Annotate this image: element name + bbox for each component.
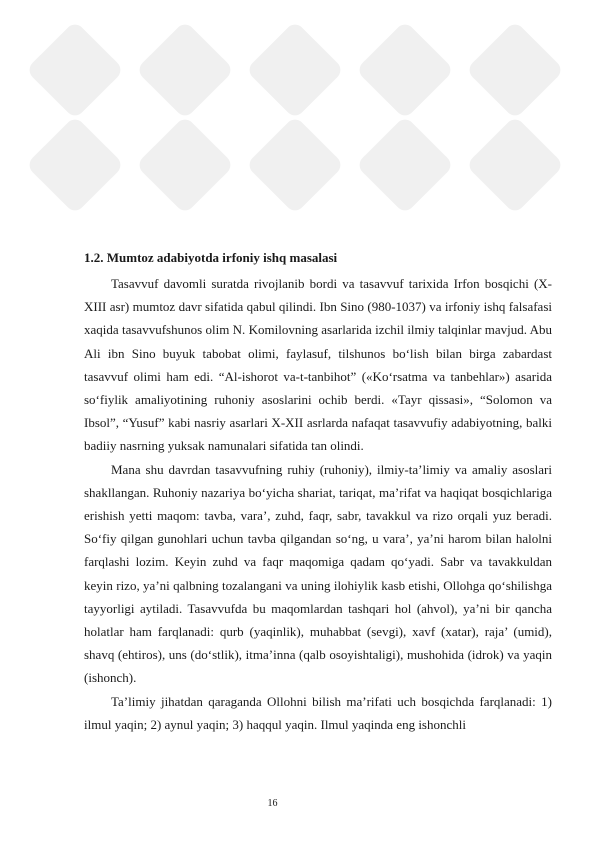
paragraph-2: Mana shu davrdan tasavvufning ruhiy (ruhoniy), ilmiy-ta’limiy va amaliy asoslari shakllangan. Ruhoniy nazariya bo‘yicha shariat, tariqat, ma’rifat va haqiqat bosqichlariga erishish yetti maqom: tavba, vara’, zuhd, faqr, sabr, tavakkul va rizo orqali yuz beradi. So‘fiy qilgan gunohlari uchun tavba qilgandan so‘ng, u vara’, ya’ni harom bilan halolni farqlashi lozim. Keyin zuhd va faqr maqomiga qadam qo‘yadi. Sabr va tavakkuldan keyin rizo, ya’ni qalbning tozalangani va uning ilohiylik kasb etishi, Ollohga qo‘shilishga tayyorligi aytiladi. Tasavvufda bu maqomlardan tashqari hol (ahvol), ya’ni bir qancha holatlar ham farqlanadi: qurb (yaqinlik), muhabbat (sevgi), xavf (xatar), raja’ (umid), shavq (ehtiros), uns (do‘stlik), itma’inna (qalb osoyishtaligi), mushohida (idrok) va yaqin (ishonch). xyxy=(84,461,552,686)
document-body xyxy=(84,248,552,736)
watermark-shape xyxy=(26,21,125,120)
watermark-shape xyxy=(466,21,565,120)
section-heading: 1.2. Mumtoz adabiyotda irfoniy ishq masalasi xyxy=(84,250,338,265)
watermark-pattern xyxy=(0,0,595,240)
watermark-shape xyxy=(136,116,235,215)
page-number: 16 xyxy=(267,798,278,809)
watermark-shape xyxy=(26,116,125,215)
watermark-shape xyxy=(136,21,235,120)
paragraph-1: Tasavvuf davomli suratda rivojlanib bordi va tasavvuf tarixida Irfon bosqichi (X-XIII asr) mumtoz davr sifatida qabul qilindi. Ibn Sino (980-1037) va irfoniy ishq falsafasi xaqida tasavvufshunos olim N. Komilovning asarlarida izchil ilmiy talqinlar mavjud. Abu Ali ibn Sino buyuk tabobat olimi, faylasuf, tilshunos bo‘lish bilan birga zabardast tasavvuf olimi ham edi. “Al-ishorot va-t-tanbihot” («Ko‘rsatma va tanbehlar») asarida so‘fiylik amaliyotining ruhoniy asoslarini ochib berdi. «Tayr qissasi», “Solomon va Ibsol”, “Yusuf” kabi nasriy asarlari X-XII asrlarda nafaqat tasavvufiy adabiyotning, balki badiiy nasrning yuksak namunalari sifatida tan olindi. xyxy=(84,276,552,454)
watermark-shape xyxy=(466,116,565,215)
watermark-shape xyxy=(356,116,455,215)
watermark-shape xyxy=(246,116,345,215)
watermark-shape xyxy=(246,21,345,120)
paragraph-3: Ta’limiy jihatdan qaraganda Ollohni bilish ma’rifati uch bosqichda farqlanadi: 1) ilmul yaqin; 2) aynul yaqin; 3) haqqul yaqin. Ilmul yaqinda eng ishonchli xyxy=(84,693,552,732)
watermark-shape xyxy=(356,21,455,120)
